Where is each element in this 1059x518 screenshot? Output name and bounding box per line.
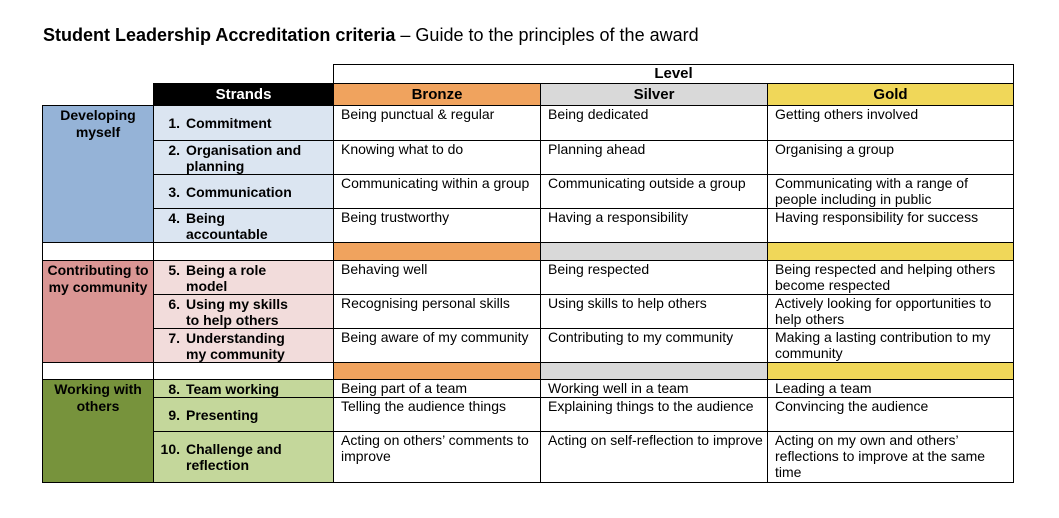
level-header: Level [334,65,1014,84]
strand-cell [154,432,334,483]
strands-header: Strands [154,84,334,106]
bronze-cell: Telling the audience things [334,398,541,432]
bronze-cell: Communicating within a group [334,175,541,209]
category-contributing-to-my-community: Contributing to my community [43,261,154,363]
strand-name: Commitment [186,115,272,131]
bronze-cell: Being punctual & regular [334,106,541,141]
page-title [43,25,699,46]
silver-cell: Communicating outside a group [541,175,768,209]
bronze-cell: Acting on others’ comments to improve [334,432,541,483]
strand-cell [154,175,334,209]
bronze-cell: Being part of a team [334,380,541,398]
table-row [43,329,1014,363]
gold-cell: Leading a team [768,380,1014,398]
strand-number: 1. [168,115,180,131]
title-rest: – Guide to the principles of the award [395,25,699,45]
silver-cell: Having a responsibility [541,209,768,243]
silver-cell: Explaining things to the audience [541,398,768,432]
silver-cell: Working well in a team [541,380,768,398]
silver-cell: Using skills to help others [541,295,768,329]
strand-name: Team working [186,380,280,397]
strand-name: Being a role model [186,261,267,294]
silver-cell: Being respected [541,261,768,295]
bronze-cell: Knowing what to do [334,141,541,175]
column-header-row [43,84,1014,106]
strand-name: Challenge and reflection [186,441,282,473]
table-row [43,209,1014,243]
gold-cell: Acting on my own and others’ reflections to improve at the same time [768,432,1014,483]
gold-cell: Having responsibility for success [768,209,1014,243]
spacer-row [43,363,1014,380]
strand-name: Using my skills to help others [186,295,288,328]
strand-name: Communication [186,183,292,200]
bronze-cell: Recognising personal skills [334,295,541,329]
strand-name: Understanding my community [186,329,285,362]
strand-number: 6. [168,295,180,312]
silver-cell: Contributing to my community [541,329,768,363]
strand-cell [154,141,334,175]
strand-number: 4. [168,209,180,226]
strand-name: Organisation and planning [186,141,302,174]
table-row [43,175,1014,209]
strand-cell [154,106,334,141]
bronze-cell: Being aware of my community [334,329,541,363]
category-developing-myself: Developing myself [43,106,154,243]
silver-cell: Acting on self-reflection to improve [541,432,768,483]
strand-name: Being accountable [186,209,268,242]
strand-cell [154,261,334,295]
table-row [43,380,1014,398]
bronze-spacer [334,243,541,261]
bronze-cell: Being trustworthy [334,209,541,243]
table-row [43,261,1014,295]
gold-spacer [768,243,1014,261]
title-bold: Student Leadership Accreditation criteria [43,25,396,45]
gold-cell: Getting others involved [768,106,1014,141]
gold-header: Gold [768,84,1014,106]
strand-cell [154,295,334,329]
table-row [43,432,1014,483]
spacer-row [43,243,1014,261]
strand-number: 9. [168,406,180,423]
gold-spacer [768,363,1014,380]
table-row [43,106,1014,141]
table-row [43,398,1014,432]
strand-cell [154,380,334,398]
silver-cell: Being dedicated [541,106,768,141]
criteria-table [42,64,1014,483]
silver-spacer [541,363,768,380]
strand-name: Presenting [186,406,259,423]
strand-number: 8. [168,380,180,397]
strand-number: 5. [168,261,180,278]
strand-cell [154,398,334,432]
level-header-row [43,65,1014,84]
gold-cell: Communicating with a range of people including in public [768,175,1014,209]
gold-cell: Convincing the audience [768,398,1014,432]
category-working-with-others: Working with others [43,380,154,483]
silver-spacer [541,243,768,261]
strand-number: 10. [160,441,180,457]
strand-cell [154,329,334,363]
table-row [43,295,1014,329]
gold-cell: Actively looking for opportunities to help others [768,295,1014,329]
strand-number: 7. [168,329,180,346]
strand-number: 3. [168,183,180,200]
silver-header: Silver [541,84,768,106]
bronze-header: Bronze [334,84,541,106]
bronze-spacer [334,363,541,380]
gold-cell: Making a lasting contribution to my community [768,329,1014,363]
gold-cell: Organising a group [768,141,1014,175]
silver-cell: Planning ahead [541,141,768,175]
gold-cell: Being respected and helping others become respected [768,261,1014,295]
strand-cell [154,209,334,243]
strand-number: 2. [168,141,180,158]
bronze-cell: Behaving well [334,261,541,295]
table-row [43,141,1014,175]
